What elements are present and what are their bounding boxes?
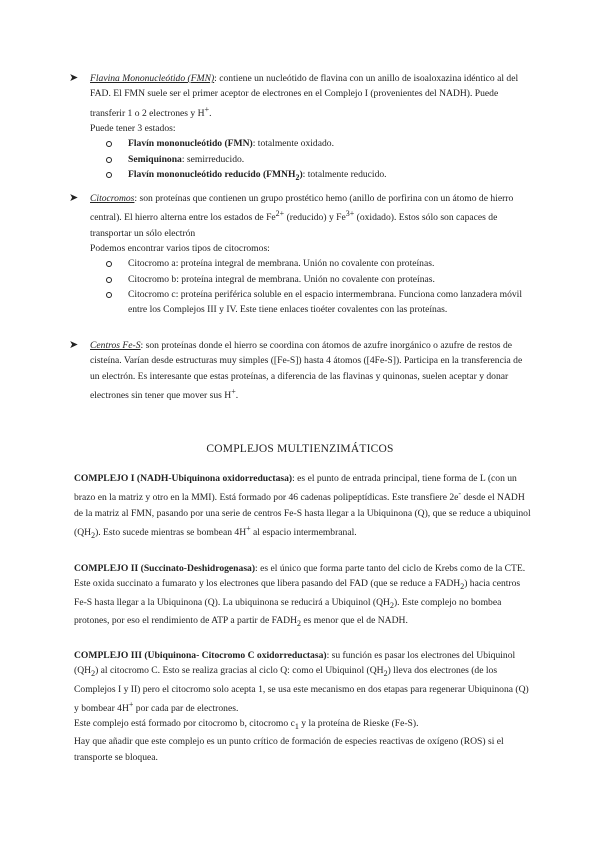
fmn-states-list [90, 136, 530, 185]
complejo-2-paragraph [74, 561, 532, 631]
c2-t1: : es el único que forma parte tanto del ciclo de Krebs como de la CTE. Este oxida succinato a fumarato y los electrones que libera pasando del FAD (que se reduce a FADH [74, 563, 526, 590]
c2-sub1: 2 [460, 582, 465, 592]
c3-line1 [74, 648, 532, 716]
state-sub: 2 [295, 172, 300, 182]
cyto-text1: : son proteínas que contienen un grupo prostético hemo (anillo de porfirina con un átomo de hierro central). El hierro alterna entre los estados de Fe [90, 193, 514, 224]
c3-t2: ) al citocromo C. Esto se realiza gracias al ciclo Q: como el Ubiquinol (QH [95, 665, 384, 677]
cyto-intro: Podemos encontrar varios tipos de citocromos: [90, 243, 270, 255]
list-item: Citocromo b: proteína integral de membrana. Unión no covalente con proteínas. [90, 272, 530, 287]
complejo-2-title: COMPLEJO II (Succinato-Deshidrogenasa) [74, 563, 256, 574]
cyto-section [69, 191, 530, 318]
list-item: Citocromo a: proteína integral de membrana. Unión no covalente con proteínas. [90, 256, 530, 271]
complejo-3-title: COMPLEJO III (Ubiquinona- Citocromo C oxidorreductasa) [74, 650, 327, 661]
c3-t3: ) lleva dos electrones (de los Complejos I y II) pero el citocromo solo acepta 1, se usa este mecanismo en dos etapas para regenerar Ubiquinona (Q) y bombear 4H [74, 665, 529, 714]
section-heading: COMPLEJOS MULTIENZIMÁTICOS [206, 443, 394, 455]
arrow-bullet-icon: ➤ [69, 339, 79, 351]
arrow-bullet-icon: ➤ [69, 192, 79, 204]
c2-sub3: 2 [297, 618, 302, 628]
fes-section [69, 338, 530, 403]
state-rest: : totalmente reducido. [302, 168, 387, 180]
state-rest: : totalmente oxidado. [252, 138, 334, 150]
c3-line3: Hay que añadir que este complejo es un punto crítico de formación de especies reactivas de oxígeno (ROS) si el transporte se bloquea. [74, 736, 504, 763]
fes-end: . [235, 390, 239, 402]
list-item: Citocromo c: proteína periférica soluble en el espacio intermembrana. Funciona como lanzadera móvil entre los Complejos III y IV. Este tiene enlaces tioéter covalentes con las proteínas. [90, 287, 530, 318]
c3-sub1: 2 [91, 669, 96, 679]
arrow-bullet-icon: ➤ [69, 72, 79, 84]
list-item [90, 136, 530, 151]
cyto-text3: (oxidado). Estos sólo son capaces de transportar un sólo electrón [90, 212, 498, 239]
c3-t4: por cada par de electrones. [133, 702, 239, 714]
fmn-text: : contiene un nucleótido de flavina con un anillo de isoaloxazina idéntico al del FAD. El FMN suele ser el primer aceptor de electrones en el Complejo I (provenientes del NADH). Puede transferir 1 o 2 electrones y H [90, 73, 519, 119]
c1-sub1: 2 [91, 531, 96, 541]
state-bold: Flavín mononucleótido reducido (FMNH [128, 168, 296, 180]
state-bold: Semiquinona [128, 153, 182, 165]
c1-t1: : es el punto de entrada principal, tiene forma de L (con un brazo en la matriz y otro en la MMI). Está formado por 46 cadenas polipeptídicas. Este transfiere 2e [74, 473, 517, 504]
list-item [90, 167, 530, 185]
fmn-end: . [209, 107, 212, 119]
complejo-1-title: COMPLEJO I (NADH-Ubiquinona oxidorreductasa) [74, 473, 293, 484]
cyto-text2: (reducido) y Fe [284, 212, 346, 224]
fmn-paragraph [90, 71, 530, 121]
c2-sub2: 2 [389, 600, 394, 610]
c2-t2: ) hacia centros Fe-S hasta llegar a la Ubiquinona (Q). La ubiquinona se reducirá a Ubiquinol (QH [74, 578, 521, 608]
cyto-sup1: 2+ [275, 209, 285, 219]
fes-sup: + [231, 386, 236, 396]
fmn-term: Flavina Mononucleótido (FMN) [90, 73, 215, 84]
state-bold-end: ) [299, 168, 303, 180]
complejo-1-paragraph [74, 471, 532, 543]
fes-text: : son proteínas donde el hierro se coordina con átomos de azufre inorgánico o azufre de restos de cisteína. Varían desde estructuras muy simples ([Fe-S]) hasta 4 átomos ([4Fe-S]). Participa en la transferencia de un electrón. Es interesante que estas proteínas, a diferencia de las flavinas y quinonas, suelen aceptar y donar electrones sin tener que mover sus H [90, 340, 523, 402]
c1-sup1: - [458, 489, 462, 499]
c3-sup1: + [128, 699, 134, 709]
cyto-term: Citocromos [90, 193, 135, 204]
c1-t3: ). Esto sucede mientras se bombean 4H [95, 527, 247, 539]
c3-line2a: Este complejo está formado por citocromo b, citocromo c [74, 718, 295, 730]
c3-line2b: y la proteína de Rieske (Fe-S). [298, 718, 419, 730]
fmn-intro: Puede tener 3 estados: [90, 123, 176, 135]
fmn-sup: + [204, 104, 210, 114]
c2-t3: ). Este complejo no bombea protones, por eso el rendimiento de ATP a partir de FADH [74, 596, 502, 626]
cyto-paragraph [90, 191, 530, 241]
cyto-sup2: 3+ [345, 209, 355, 219]
c3-t1: : su función es pasar los electrones del Ubiquinol (QH [74, 650, 516, 677]
cyto-types-list [90, 256, 530, 317]
c2-t4: es menor que el de NADH. [301, 614, 408, 626]
fes-term: Centros Fe-S [90, 340, 141, 351]
c3-line2 [74, 716, 532, 734]
c3-line2sub: 1 [294, 722, 299, 732]
state-rest: : semirreducido. [181, 153, 245, 165]
complejo-3-paragraph [74, 648, 532, 765]
c1-sup2: + [246, 524, 251, 534]
list-item [90, 152, 530, 167]
c1-t2: desde el NADH de la matriz al FMN, pasando por una serie de centros Fe-S hasta llegar a la Ubiquinona (Q), que se reduce a ubiquinol (QH [74, 492, 531, 539]
fes-paragraph [90, 338, 530, 403]
fmn-section [69, 71, 530, 185]
c1-t4: al espacio intermembranal. [250, 527, 357, 539]
c3-sub2: 2 [383, 669, 388, 679]
state-bold: Flavín mononucleótido (FMN) [128, 138, 253, 150]
